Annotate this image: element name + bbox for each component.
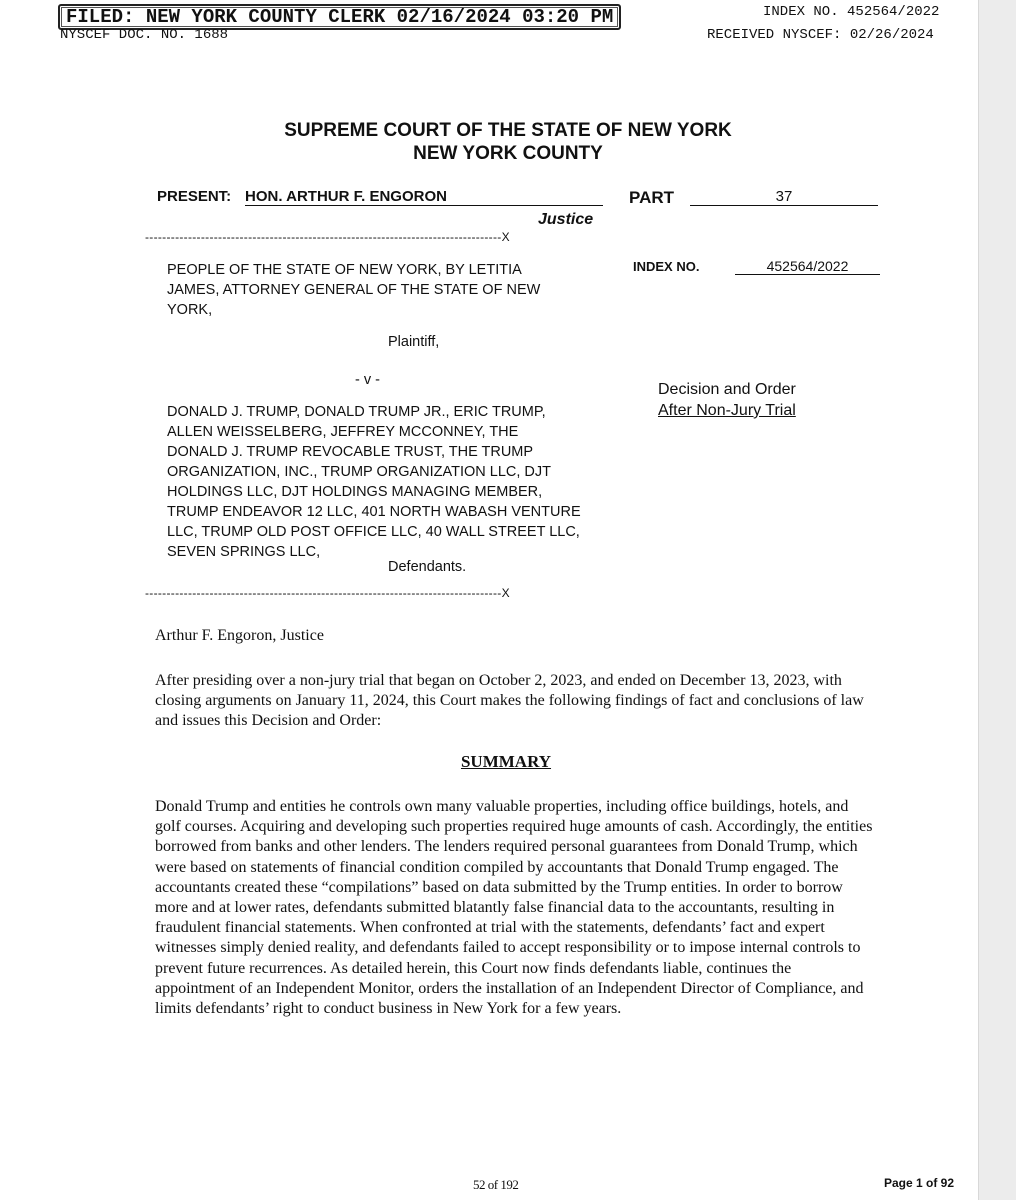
judge-name: HON. ARTHUR F. ENGORON	[245, 188, 603, 206]
summary-heading: SUMMARY	[460, 752, 552, 771]
part-value: 37	[690, 188, 878, 206]
plaintiff-role: Plaintiff,	[388, 334, 440, 350]
present-label: PRESENT:	[157, 188, 232, 205]
filed-stamp: FILED: NEW YORK COUNTY CLERK 02/16/2024 03:20 PM	[58, 4, 621, 30]
page-number: Page 1 of 92	[884, 1176, 955, 1190]
stamp-page-number: 52 of 192	[473, 1177, 519, 1192]
author-line: Arthur F. Engoron, Justice	[155, 627, 324, 644]
defendants-role: Defendants.	[388, 559, 467, 575]
summary-paragraph: Donald Trump and entities he controls own many valuable properties, including office buildings, hotels, and golf courses. Acquiring and developing such properties required huge amounts of cash. Accordingly, the entities borrowed from banks and other lenders. The lenders required personal guarantees from Donald Trump, which were based on statements of financial condition compiled by accountants that Donald Trump engaged. The accountants created these “compilations” based on data submitted by the Trump entities. In order to borrow more and at lower rates, defendants submitted blatantly false financial data to the accountants, resulting in fraudulent financial statements. When confronted at trial with the statements, defendants’ fact and expert witnesses simply denied reality, and defendants failed to accept responsibility or to impose internal controls to prevent future recurrences. As detailed herein, this Court now finds defendants liable, continues the appointment of an Independent Monitor, orders the installation of an Independent Director of Compliance, and limits defendants’ right to conduct business in New York for a few years.	[155, 798, 873, 1018]
plaintiff-name: PEOPLE OF THE STATE OF NEW YORK, BY LETITIA JAMES, ATTORNEY GENERAL OF THE STATE OF NEW YORK,	[167, 262, 541, 318]
county-name: NEW YORK COUNTY	[413, 143, 603, 164]
header-index-no: INDEX NO. 452564/2022	[763, 4, 940, 20]
index-label: INDEX NO.	[633, 259, 700, 274]
defendants-name: DONALD J. TRUMP, DONALD TRUMP JR., ERIC TRUMP, ALLEN WEISSELBERG, JEFFREY MCCONNEY, THE DONALD J. TRUMP REVOCABLE TRUST, THE TRUMP ORGANIZATION, INC., TRUMP ORGANIZATION LLC, DJT HOLDINGS LLC, DJT HOLDINGS MANAGING MEMBER, TRUMP ENDEAVOR 12 LLC, 401 NORTH WABASH VENTURE LLC, TRUMP OLD POST OFFICE LLC, 40 WALL STREET LLC, SEVEN SPRINGS LLC,	[167, 404, 581, 560]
part-label: PART	[629, 188, 675, 207]
intro-paragraph: After presiding over a non-jury trial that began on October 2, 2023, and ended on December 13, 2023, with closing arguments on January 11, 2024, this Court makes the following findings of fact and conclusions of law and issues this Decision and Order:	[155, 672, 864, 730]
received-date: RECEIVED NYSCEF: 02/26/2024	[707, 27, 934, 43]
document-title: Decision and Order	[658, 381, 796, 398]
document-subtitle: After Non-Jury Trial	[658, 402, 796, 419]
index-value: 452564/2022	[735, 258, 880, 275]
versus: - v -	[355, 372, 380, 388]
justice-label: Justice	[538, 211, 594, 228]
caption-divider-bottom: -----------------------------------------------------------------------------------X	[145, 586, 510, 600]
caption-divider: -----------------------------------------------------------------------------------X	[145, 230, 510, 244]
viewer-margin	[978, 0, 1016, 1200]
court-name: SUPREME COURT OF THE STATE OF NEW YORK	[284, 120, 732, 141]
nyscef-doc-no: NYSCEF DOC. NO. 1688	[60, 27, 229, 43]
